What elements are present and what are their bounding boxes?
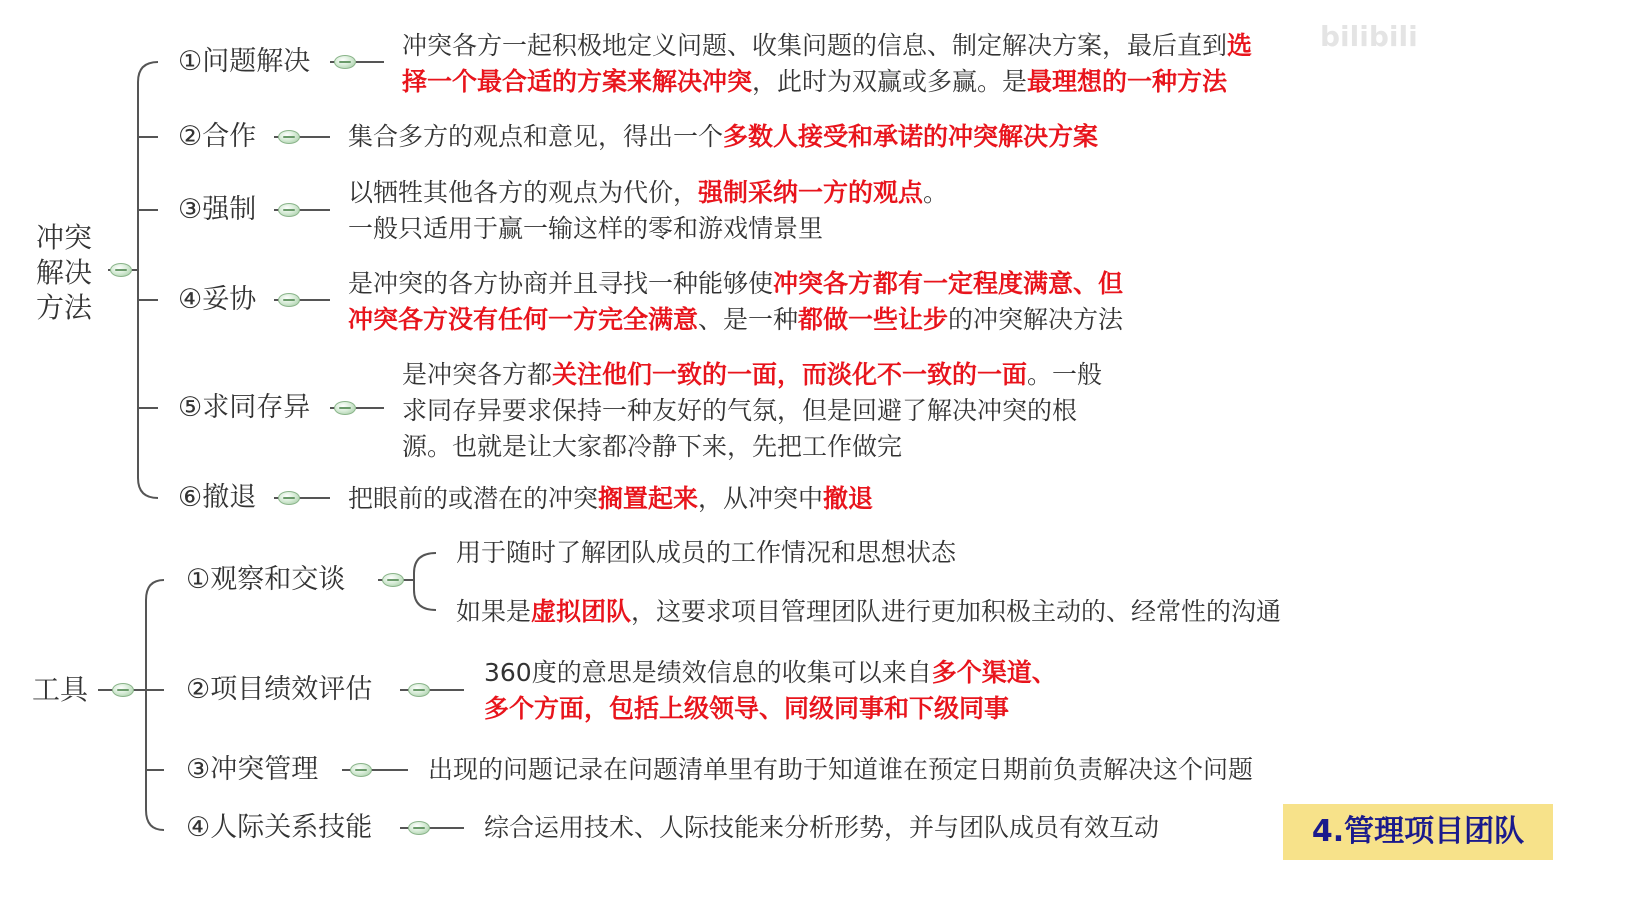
desc-line [484,691,1057,727]
desc-line [402,357,1102,393]
desc-text: 、是一种 [698,305,799,334]
desc-text: 用于随时了解团队成员的工作情况和思想状态 [456,538,957,567]
tools-item-3-desc [428,752,1253,788]
desc-text: 冲突各方一起积极地定义问题、收集问题的信息、制定解决方案，最后直到 [402,31,1228,60]
conflict-item-4-desc [348,266,1123,338]
highlight-text: 多数人接受和承诺的冲突解决方案 [723,122,1099,151]
highlight-text: 关注他们一致的一面，而淡化不一致的一面 [552,360,1028,389]
desc-line [456,535,956,571]
conflict-item-5-desc [402,357,1102,465]
desc-line [402,28,1252,64]
highlight-text: 虚拟团队 [531,597,632,626]
desc-line [484,810,1159,846]
section-badge: 4.管理项目团队 [1283,804,1553,860]
desc-line [348,211,948,247]
tools-item-4-node-icon[interactable] [408,821,430,835]
conflict-item-4-label[interactable]: ④妥协 [178,284,257,315]
desc-text: 。一般 [1027,360,1103,389]
tools-item-1-sub-2 [456,594,1281,630]
desc-line [428,752,1253,788]
desc-text: 是冲突各方都 [402,360,553,389]
desc-text: 集合多方的观点和意见，得出一个 [348,122,724,151]
conflict-item-3-label[interactable]: ③强制 [178,194,257,225]
desc-line [348,302,1123,338]
desc-line [456,594,1281,630]
desc-text: 360度的意思是绩效信息的收集可以来自 [484,658,932,687]
desc-text: 把眼前的或潜在的冲突 [348,484,599,513]
desc-line [348,266,1123,302]
conflict-item-3-desc [348,175,948,247]
desc-line [348,119,1098,155]
highlight-text: 多个渠道、 [931,658,1057,687]
highlight-text: 择一个最合适的方案来解决冲突 [402,67,753,96]
bilibili-watermark: bilibili [1320,20,1418,53]
desc-text: 一般只适用于赢一输这样的零和游戏情景里 [348,214,824,243]
tools-item-1-node-icon[interactable] [382,573,404,587]
tools-item-1-sub-1 [456,535,956,571]
conflict-root-label[interactable]: 冲突 解决 方法 [36,221,93,324]
conflict-item-5-label[interactable]: ⑤求同存异 [178,392,311,423]
desc-text: ，这要求项目管理团队进行更加积极主动的、经常性的沟通 [631,597,1282,626]
desc-text: 是冲突的各方协商并且寻找一种能够使 [348,269,774,298]
highlight-text: 强制采纳一方的观点 [698,178,924,207]
desc-line [402,393,1102,429]
highlight-text: 撤退 [823,484,874,513]
tools-item-2-label[interactable]: ②项目绩效评估 [186,674,373,705]
desc-text: ，此时为双赢或多赢。是 [752,67,1028,96]
conflict-item-3-node-icon[interactable] [278,203,300,217]
conflict-item-6-node-icon[interactable] [278,491,300,505]
tools-item-3-node-icon[interactable] [350,763,372,777]
desc-text: 综合运用技术、人际技能来分析形势，并与团队成员有效互动 [484,813,1160,842]
tools-item-2-node-icon[interactable] [408,683,430,697]
highlight-text: 冲突各方没有任何一方完全满意 [348,305,699,334]
highlight-text: 多个方面，包括上级领导、同级同事和下级同事 [484,694,1010,723]
desc-line [402,64,1252,100]
desc-line [348,481,873,517]
conflict-item-4-node-icon[interactable] [278,293,300,307]
conflict-item-1-desc [402,28,1252,100]
conflict-item-1-node-icon[interactable] [334,55,356,69]
conflict-item-6-label[interactable]: ⑥撤退 [178,482,257,513]
desc-text: 如果是 [456,597,532,626]
highlight-text: 搁置起来 [598,484,699,513]
conflict-item-5-node-icon[interactable] [334,401,356,415]
conflict-item-2-label[interactable]: ②合作 [178,121,257,152]
tools-item-4-desc [484,810,1159,846]
desc-text: 以牺牲其他各方的观点为代价， [348,178,699,207]
tools-item-2-desc [484,655,1057,727]
conflict-item-6-desc [348,481,873,517]
highlight-text: 冲突各方都有一定程度满意、但 [773,269,1124,298]
conflict-root-node-icon[interactable] [110,263,132,277]
tools-root-node-icon[interactable] [112,683,134,697]
desc-text: 源。也就是让大家都冷静下来，先把工作做完 [402,432,903,461]
tools-item-1-label[interactable]: ①观察和交谈 [186,564,346,595]
tools-item-3-label[interactable]: ③冲突管理 [186,754,319,785]
highlight-text: 最理想的一种方法 [1027,67,1228,96]
desc-line [484,655,1057,691]
tools-root-label[interactable]: 工具 [32,673,89,706]
desc-line [402,429,1102,465]
conflict-item-2-desc [348,119,1098,155]
desc-line [348,175,948,211]
desc-text: 求同存异要求保持一种友好的气氛，但是回避了解决冲突的根 [402,396,1078,425]
conflict-item-2-node-icon[interactable] [278,130,300,144]
highlight-text: 选 [1227,31,1253,60]
desc-text: 的冲突解决方法 [948,305,1124,334]
conflict-item-1-label[interactable]: ①问题解决 [178,46,311,77]
tools-item-4-label[interactable]: ④人际关系技能 [186,812,373,843]
desc-text: 出现的问题记录在问题清单里有助于知道谁在预定日期前负责解决这个问题 [428,755,1254,784]
desc-text: 。 [923,178,949,207]
desc-text: ，从冲突中 [698,484,824,513]
highlight-text: 都做一些让步 [798,305,949,334]
